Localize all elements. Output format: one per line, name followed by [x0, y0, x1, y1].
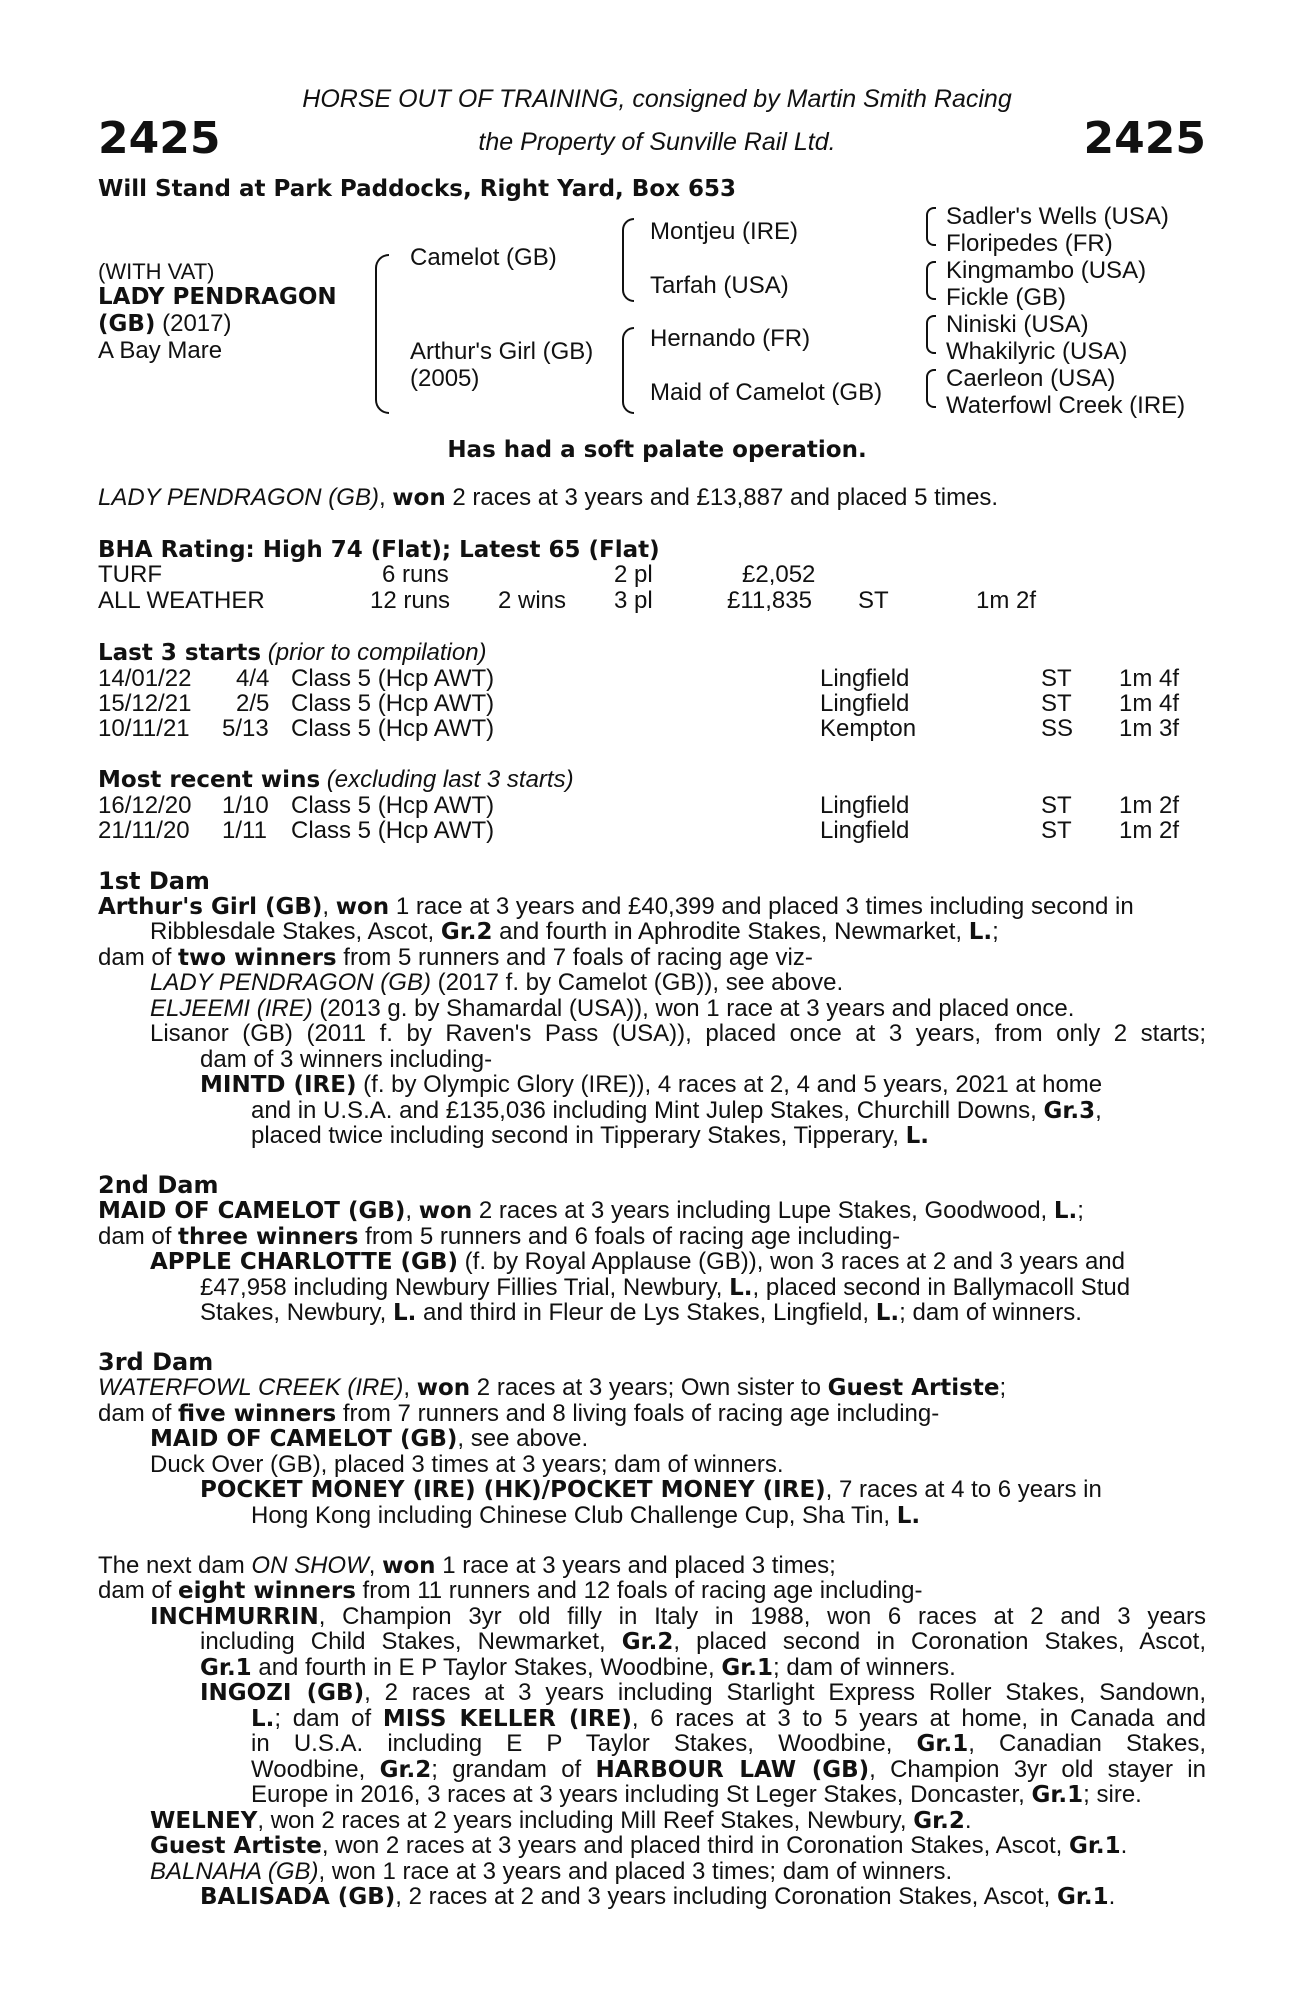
first-dam-line-1: Arthur's Girl (GB), won 1 race at 3 years and £40,399 and placed 3 times including second in: [98, 893, 1134, 920]
recent-wins-heading: Most recent wins (excluding last 3 starts): [98, 766, 574, 793]
rating-prize-1: £2,052: [742, 561, 816, 588]
brace-g3-3: [926, 315, 936, 354]
ls-race-2: Class 5 (Hcp AWT): [291, 690, 495, 717]
ls-course-2: Lingfield: [820, 690, 910, 717]
rw-dist-2: 1m 2f: [1119, 817, 1180, 844]
gen3-2: Floripedes (FR): [946, 230, 1113, 257]
dam-year: (2005): [410, 365, 480, 392]
next-dam-line-3: INCHMURRIN, Champion 3yr old filly in Italy in 1988, won 6 races at 2 and 3 years: [150, 1603, 1206, 1630]
ls-date-1: 14/01/22: [98, 665, 192, 692]
rating-runs-2: 12 runs: [370, 587, 451, 614]
next-dam-line-9: Woodbine, Gr.2; grandam of HARBOUR LAW (GB), Champion 3yr old stayer in: [251, 1756, 1206, 1783]
brace-gen1: [375, 254, 389, 414]
next-dam-line-13: BALNAHA (GB), won 1 race at 3 years and placed 3 times; dam of winners.: [150, 1858, 953, 1885]
rating-going-2: ST: [858, 587, 889, 614]
horse-origin-year: (GB) (2017): [98, 310, 232, 337]
ls-pos-2: 2/5: [236, 690, 270, 717]
first-dam-line-3: dam of two winners from 5 runners and 7 foals of racing age viz-: [98, 944, 813, 971]
rating-wins-2: 2 wins: [498, 587, 567, 614]
rating-prize-2: £11,835: [727, 587, 812, 614]
second-dam-line-4: £47,958 including Newbury Fillies Trial, Newbury, L., placed second in Ballymacoll Stud: [200, 1274, 1131, 1301]
ls-date-3: 10/11/21: [98, 715, 190, 742]
second-dam-line-5: Stakes, Newbury, L. and third in Fleur de Lys Stakes, Lingfield, L.; dam of winners.: [200, 1299, 1082, 1326]
horse-description: A Bay Mare: [98, 337, 223, 364]
gen3-6: Whakilyric (USA): [946, 338, 1128, 365]
gen3-7: Caerleon (USA): [946, 365, 1116, 392]
location-line: Will Stand at Park Paddocks, Right Yard, Box 653: [98, 176, 736, 202]
second-dam-line-3: APPLE CHARLOTTE (GB) (f. by Royal Applause (GB)), won 3 races at 2 and 3 years and: [150, 1248, 1125, 1275]
ls-going-2: ST: [1041, 690, 1072, 717]
brace-g3-2: [926, 261, 936, 300]
soft-palate-note: Has had a soft palate operation.: [447, 437, 867, 463]
ls-course-3: Kempton: [820, 715, 917, 742]
rating-heading: BHA Rating: High 74 (Flat); Latest 65 (Flat): [98, 537, 660, 563]
first-dam-line-4: LADY PENDRAGON (GB) (2017 f. by Camelot (GB)), see above.: [150, 969, 844, 996]
dam-dam: Maid of Camelot (GB): [650, 379, 883, 406]
next-dam-line-14: BALISADA (GB), 2 races at 2 and 3 years including Coronation Stakes, Ascot, Gr.1.: [200, 1883, 1116, 1910]
ls-course-1: Lingfield: [820, 665, 910, 692]
first-dam-line-7: dam of 3 winners including-: [200, 1046, 493, 1073]
sire-sire: Montjeu (IRE): [650, 218, 799, 245]
rating-surface-2: ALL WEATHER: [98, 587, 265, 614]
first-dam-line-10: placed twice including second in Tipperary Stakes, Tipperary, L.: [251, 1122, 929, 1149]
brace-g3-4: [926, 369, 936, 408]
ls-dist-3: 1m 3f: [1119, 715, 1180, 742]
rating-placed-2: 3 pl: [614, 587, 653, 614]
third-dam-line-1: WATERFOWL CREEK (IRE), won 2 races at 3 years; Own sister to Guest Artiste;: [98, 1374, 1007, 1401]
third-dam-line-6: Hong Kong including Chinese Club Challenge Cup, Sha Tin, L.: [251, 1502, 921, 1529]
lot-number-right: 2425: [1083, 113, 1206, 164]
rw-going-2: ST: [1041, 817, 1072, 844]
first-dam-line-9: and in U.S.A. and £135,036 including Mint Julep Stakes, Churchill Downs, Gr.3,: [251, 1097, 1102, 1124]
gen3-8: Waterfowl Creek (IRE): [946, 392, 1186, 419]
rw-pos-2: 1/11: [222, 817, 267, 844]
rw-date-2: 21/11/20: [98, 817, 190, 844]
first-dam-heading: 1st Dam: [98, 867, 210, 895]
rw-date-1: 16/12/20: [98, 792, 192, 819]
third-dam-line-5: POCKET MONEY (IRE) (HK)/POCKET MONEY (IRE), 7 races at 4 to 6 years in: [200, 1476, 1102, 1503]
third-dam-line-2: dam of five winners from 7 runners and 8 living foals of racing age including-: [98, 1400, 940, 1427]
first-dam-line-5: ELJEEMI (IRE) (2013 g. by Shamardal (USA)), won 1 race at 3 years and placed once.: [150, 995, 1075, 1022]
vat-label: (WITH VAT): [98, 259, 215, 284]
next-dam-line-5: Gr.1 and fourth in E P Taylor Stakes, Woodbine, Gr.1; dam of winners.: [200, 1654, 956, 1681]
next-dam-line-1: The next dam ON SHOW, won 1 race at 3 years and placed 3 times;: [98, 1552, 836, 1579]
rating-surface-1: TURF: [98, 561, 162, 588]
first-dam-line-6: Lisanor (GB) (2011 f. by Raven's Pass (USA)), placed once at 3 years, from only 2 starts;: [150, 1020, 1206, 1047]
ls-going-3: SS: [1041, 715, 1074, 742]
first-dam-line-8: MINTD (IRE) (f. by Olympic Glory (IRE)), 4 races at 2, 4 and 5 years, 2021 at home: [200, 1071, 1103, 1098]
ls-date-2: 15/12/21: [98, 690, 192, 717]
gen3-1: Sadler's Wells (USA): [946, 203, 1169, 230]
rw-dist-1: 1m 2f: [1119, 792, 1180, 819]
next-dam-line-4: including Child Stakes, Newmarket, Gr.2, placed second in Coronation Stakes, Ascot,: [200, 1628, 1206, 1655]
property-line: the Property of Sunville Rail Ltd.: [478, 128, 836, 156]
gen3-3: Kingmambo (USA): [946, 257, 1147, 284]
third-dam-line-3: MAID OF CAMELOT (GB), see above.: [150, 1425, 589, 1452]
ls-dist-2: 1m 4f: [1119, 690, 1180, 717]
summary-line: LADY PENDRAGON (GB), won 2 races at 3 years and £13,887 and placed 5 times.: [98, 484, 999, 511]
next-dam-line-12: Guest Artiste, won 2 races at 3 years and placed third in Coronation Stakes, Ascot, Gr.1.: [150, 1832, 1128, 1859]
second-dam-heading: 2nd Dam: [98, 1171, 219, 1199]
sire-dam: Tarfah (USA): [650, 272, 789, 299]
rw-race-1: Class 5 (Hcp AWT): [291, 792, 495, 819]
next-dam-line-8: in U.S.A. including E P Taylor Stakes, Woodbine, Gr.1, Canadian Stakes,: [251, 1730, 1207, 1757]
gen3-5: Niniski (USA): [946, 311, 1089, 338]
dam: Arthur's Girl (GB): [410, 338, 594, 365]
rating-runs-1: 6 runs: [382, 561, 449, 588]
rating-distance-2: 1m 2f: [976, 587, 1037, 614]
ls-dist-1: 1m 4f: [1119, 665, 1180, 692]
third-dam-heading: 3rd Dam: [98, 1348, 214, 1376]
lot-number-left: 2425: [98, 113, 221, 164]
third-dam-line-4: Duck Over (GB), placed 3 times at 3 years; dam of winners.: [150, 1451, 784, 1478]
rw-race-2: Class 5 (Hcp AWT): [291, 817, 495, 844]
ls-going-1: ST: [1041, 665, 1072, 692]
rw-going-1: ST: [1041, 792, 1072, 819]
brace-dam: [622, 327, 634, 414]
next-dam-line-11: WELNEY, won 2 races at 2 years including Mill Reef Stakes, Newbury, Gr.2.: [150, 1807, 972, 1834]
sire: Camelot (GB): [410, 244, 557, 271]
first-dam-line-2: Ribblesdale Stakes, Ascot, Gr.2 and fourth in Aphrodite Stakes, Newmarket, L.;: [150, 918, 999, 945]
second-dam-line-1: MAID OF CAMELOT (GB), won 2 races at 3 years including Lupe Stakes, Goodwood, L.;: [98, 1197, 1084, 1224]
gen3-4: Fickle (GB): [946, 284, 1066, 311]
brace-g3-1: [926, 207, 936, 246]
dam-sire: Hernando (FR): [650, 325, 811, 352]
last-starts-heading: Last 3 starts (prior to compilation): [98, 639, 487, 666]
ls-race-3: Class 5 (Hcp AWT): [291, 715, 495, 742]
second-dam-line-2: dam of three winners from 5 runners and 6 foals of racing age including-: [98, 1223, 901, 1250]
rw-course-1: Lingfield: [820, 792, 910, 819]
next-dam-line-10: Europe in 2016, 3 races at 3 years including St Leger Stakes, Doncaster, Gr.1; sire.: [251, 1781, 1142, 1808]
ls-race-1: Class 5 (Hcp AWT): [291, 665, 495, 692]
next-dam-line-2: dam of eight winners from 11 runners and 12 foals of racing age including-: [98, 1577, 923, 1604]
next-dam-line-7: L.; dam of MISS KELLER (IRE), 6 races at 3 to 5 years at home, in Canada and: [251, 1705, 1207, 1732]
consignment-line: HORSE OUT OF TRAINING, consigned by Martin Smith Racing: [302, 85, 1012, 113]
rating-placed-1: 2 pl: [614, 561, 653, 588]
rw-course-2: Lingfield: [820, 817, 910, 844]
rw-pos-1: 1/10: [222, 792, 269, 819]
brace-sire: [622, 218, 634, 302]
ls-pos-1: 4/4: [236, 665, 270, 692]
ls-pos-3: 5/13: [222, 715, 269, 742]
horse-name: LADY PENDRAGON: [98, 284, 337, 310]
next-dam-line-6: INGOZI (GB), 2 races at 3 years including Starlight Express Roller Stakes, Sandown,: [200, 1679, 1206, 1706]
